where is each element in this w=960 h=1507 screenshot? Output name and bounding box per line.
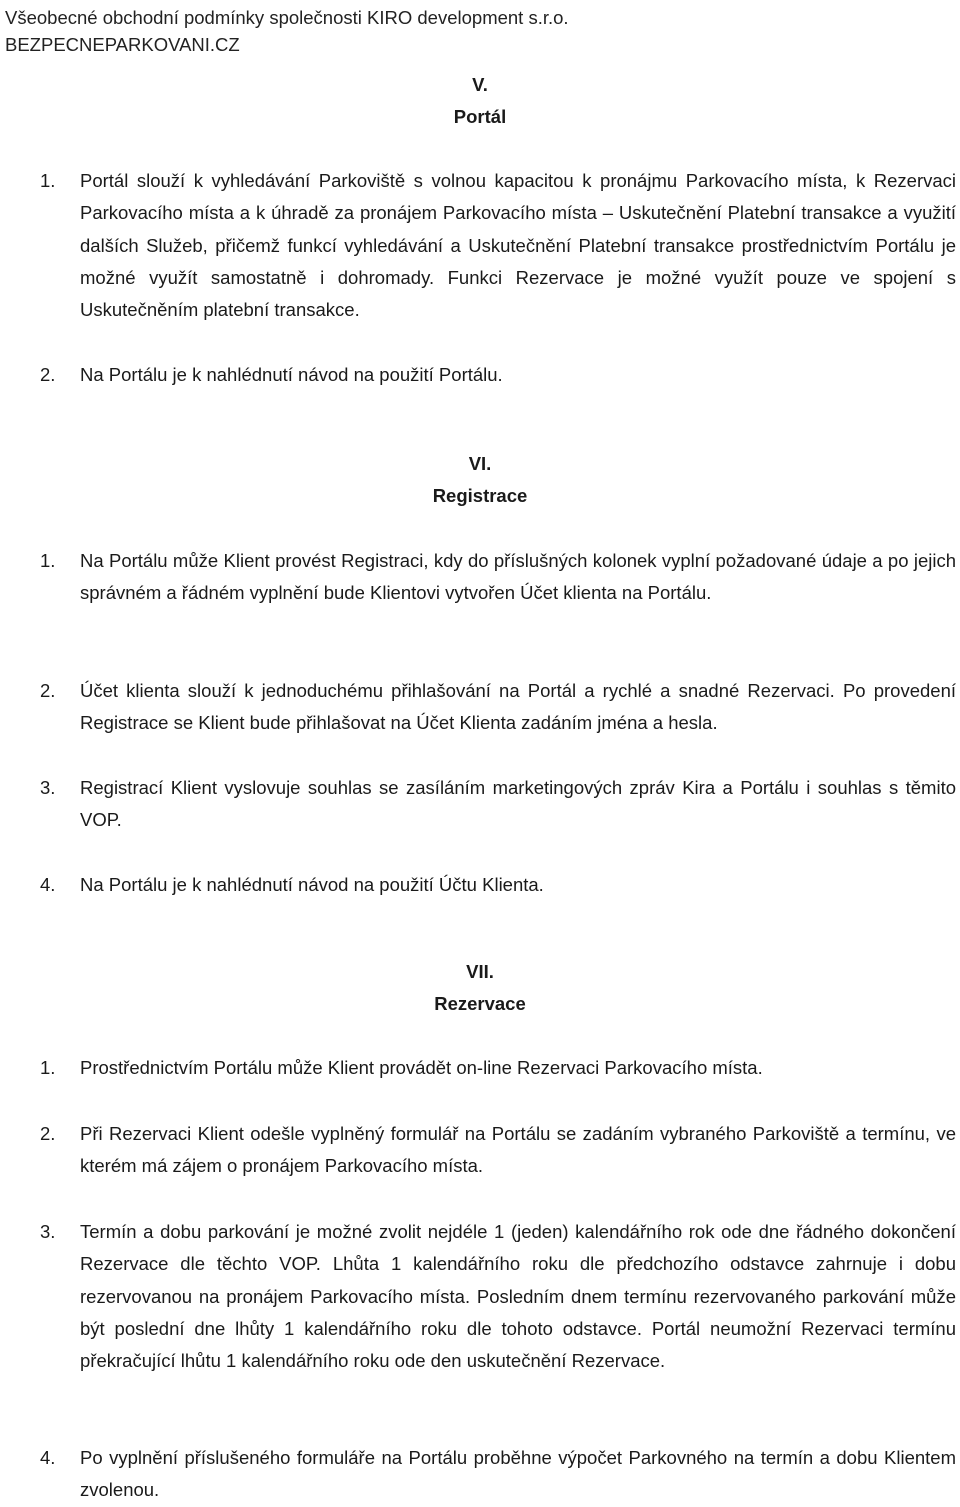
section-numeral: VI. xyxy=(468,453,492,474)
section-title: Registrace xyxy=(432,485,528,506)
item-text: Účet klienta slouží k jednoduchému přihlašování na Portál a rychlé a snadné Rezervaci. Po provedení Registrace se Klient bude přihlašovat na Účet Klienta zadáním jména a hesla. xyxy=(80,680,956,734)
item-text: Termín a dobu parkování je možné zvolit nejdéle 1 (jeden) kalendářního rok ode dne řádného dokončení Rezervace dle těchto VOP. Lhůta 1 kalendářního roku dle předchozího odstavce zahrnuje i dobu rezervovanou na pronájem Parkovacího místa. Posledním dnem termínu rezervovaného parkování může být poslední dne lhůty 1 kalendářního roku dle tohoto odstavce. Portál neumožní Rezervaci termínu překračující lhůtu 1 kalendářního roku ode den uskutečnění Rezervace. xyxy=(80,1221,956,1372)
item-number: 3. xyxy=(40,777,56,798)
item-number: 1. xyxy=(40,550,56,571)
item-number: 2. xyxy=(40,680,56,701)
list-item xyxy=(40,1216,956,1377)
item-number: 4. xyxy=(40,1447,56,1468)
item-number: 2. xyxy=(40,1123,56,1144)
list-item xyxy=(40,1118,956,1183)
item-text: Na Portálu je k nahlédnutí návod na použití Účtu Klienta. xyxy=(80,874,544,895)
document-header xyxy=(5,4,569,58)
item-number: 1. xyxy=(40,170,56,191)
item-number: 4. xyxy=(40,874,56,895)
header-site-line: BEZPECNEPARKOVANI.CZ xyxy=(5,34,240,55)
item-text: Portál slouží k vyhledávání Parkoviště s volnou kapacitou k pronájmu Parkovacího místa, k Rezervaci Parkovacího místa a k úhradě za pronájem Parkovacího místa – Uskutečnění Platební transakce a využití dalších Služeb, přičemž funkcí vyhledávání a Uskutečnění Platební transakce prostřednictvím Portálu je možné využít samostatně i dohromady. Funkci Rezervace je možné využít pouze ve spojení s Uskutečněním platební transakce. xyxy=(80,170,956,321)
item-text: Prostřednictvím Portálu může Klient provádět on-line Rezervaci Parkovacího místa. xyxy=(80,1057,763,1078)
header-company-line: Všeobecné obchodní podmínky společnosti KIRO development s.r.o. xyxy=(5,7,569,28)
list-item xyxy=(40,772,956,837)
item-number: 2. xyxy=(40,364,56,385)
list-item xyxy=(40,359,956,391)
section-title: Rezervace xyxy=(434,993,526,1014)
item-text: Registrací Klient vyslovuje souhlas se zasíláním marketingových zpráv Kira a Portálu i souhlas s těmito VOP. xyxy=(80,777,956,831)
list-item xyxy=(40,869,956,901)
item-number: 3. xyxy=(40,1221,56,1242)
section-numeral: V. xyxy=(472,74,488,95)
list-item xyxy=(40,165,956,326)
section-numeral: VII. xyxy=(466,961,494,982)
list-item xyxy=(40,1052,956,1084)
item-number: 1. xyxy=(40,1057,56,1078)
item-text: Na Portálu je k nahlédnutí návod na použití Portálu. xyxy=(80,364,503,385)
item-text: Při Rezervaci Klient odešle vyplněný formulář na Portálu se zadáním vybraného Parkoviště a termínu, ve kterém má zájem o pronájem Parkovacího místa. xyxy=(80,1123,956,1177)
list-item xyxy=(40,545,956,610)
item-text: Po vyplnění příslušeného formuláře na Portálu proběhne výpočet Parkovného na termín a dobu Klientem zvolenou. xyxy=(80,1447,956,1501)
item-text: Na Portálu může Klient provést Registraci, kdy do příslušných kolonek vyplní požadované údaje a po jejich správném a řádném vyplnění bude Klientovi vytvořen Účet klienta na Portálu. xyxy=(80,550,956,604)
list-item xyxy=(40,1442,956,1507)
list-item xyxy=(40,675,956,740)
section-title: Portál xyxy=(453,106,507,127)
